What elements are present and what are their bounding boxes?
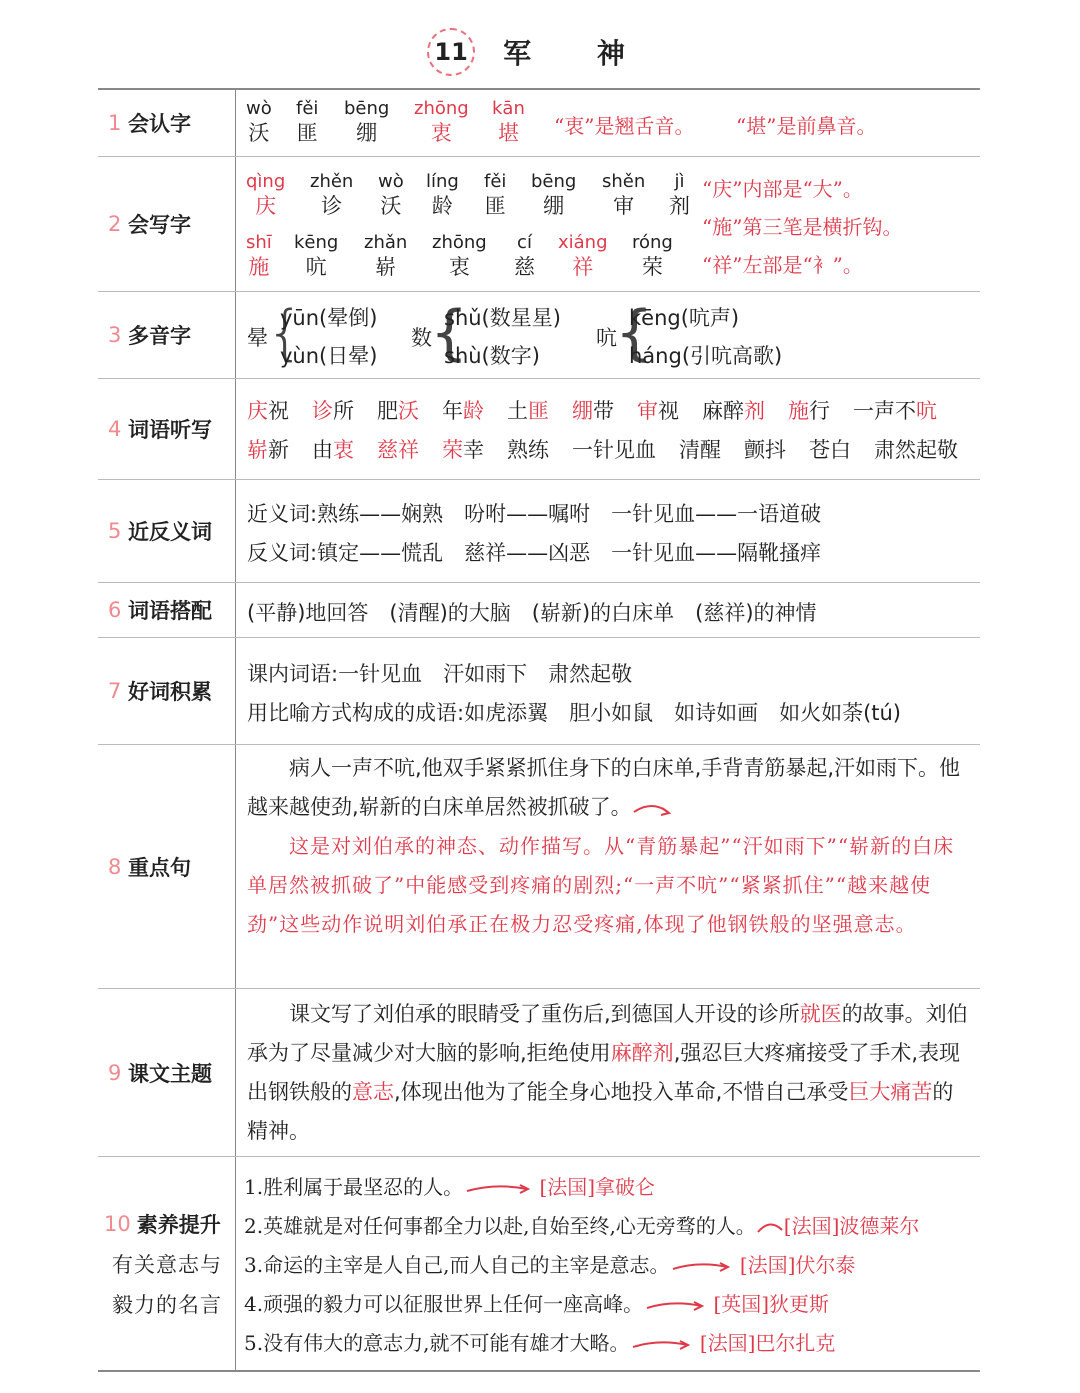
word: 苍白: [809, 438, 851, 462]
note: “施”第三笔是横折钩。: [702, 215, 903, 239]
section-key-sentence: 8 重点句 病人一声不吭,他双手紧紧抓住身下的白床单,手背青筋暴起,汗如雨下。他越来越使劲,崭新的白床单居然被抓破了。 这是对刘伯承的神态、动作描写。从“青筋暴起”“汗如雨下”“崭新的白床单居然被抓破了”中能感受到疼痛的剧烈;“一声不吭”“紧紧抓住”“越来越使劲”这些动作说明刘伯承正在极力忍受疼痛,体现了他钢铁般的坚强意志。: [98, 745, 980, 989]
word: 肥沃: [377, 399, 419, 423]
pinyin-char: wò 沃: [378, 171, 404, 218]
word: 绷带: [572, 399, 614, 423]
section-label: 词语搭配: [128, 599, 212, 623]
pinyin-char: shī 施: [246, 232, 272, 279]
arrow-icon: [632, 798, 672, 818]
lesson-header: [0, 22, 1080, 82]
arrow-icon: [629, 1335, 693, 1355]
word: 麻醉剂: [702, 399, 765, 423]
section-label: 近反义词: [128, 520, 212, 544]
word: 熟练: [507, 438, 549, 462]
word: 崭新: [247, 438, 289, 462]
pinyin-char: shěn 审: [602, 171, 646, 218]
section-theme: 9 课文主题 课文写了刘伯承的眼睛受了重伤后,到德国人开设的诊所就医的故事。刘伯承为了尽量减少对大脑的影响,拒绝使用麻醉剂,强忍巨大疼痛接受了手术,表现出钢铁般的意志,体现出他为了能全身心地投入革命,不惜自己承受巨大痛苦的精神。: [98, 989, 980, 1157]
section-quotes: 10 素养提升 有关意志与 毅力的名言 1.胜利属于最坚忍的人。 [法国]拿破仑 2.英雄就是对任何事都全力以赴,自始至终,心无旁骛的人。 [法国]波德莱尔 3.命运的主宰是人自己,而人自己的主宰是意志。 [法国]伏尔泰 4.顽强的毅力可以征服世界上任何一座高峰。 [英国]狄更斯 5.没有伟大的意志力,就不可能有雄才大略。 [法国]巴尔扎克: [98, 1157, 980, 1372]
pinyin-char: cí 慈: [514, 232, 535, 279]
pinyin-char: fěi 匪: [296, 98, 319, 145]
reading: háng(引吭高歌): [629, 344, 783, 368]
section-collocations: 6 词语搭配 (平静)地回答 (清醒)的大脑 (崭新)的白床单 (慈祥)的神情: [98, 583, 980, 638]
section-label: 会写字: [128, 213, 191, 237]
pinyin-char: kēng 吭: [294, 232, 339, 279]
pinyin-char: zhěn 诊: [310, 171, 354, 218]
note: “祥”左部是“衤”。: [702, 253, 863, 277]
word: 肃然起敬: [874, 438, 958, 462]
section-write-chars: 2 会写字 qìng 庆 zhěn 诊 wò 沃 líng 龄 fěi 匪 bēng 绷 shěn 审 jì 剂 shī 施 kēng 吭 zhǎn 崭 zhōng 衷 cí 慈 xiáng 祥 róng 荣 “庆”内部是“大”。 “施”第三笔是横折钩。 “祥”左部是“衤”。: [98, 157, 980, 292]
arrow-icon: [643, 1296, 707, 1316]
reading: yūn(晕倒): [280, 306, 378, 330]
theme-paragraph: 课文写了刘伯承的眼睛受了重伤后,到德国人开设的诊所就医的故事。刘伯承为了尽量减少对大脑的影响,拒绝使用麻醉剂,强忍巨大疼痛接受了手术,表现出钢铁般的意志,体现出他为了能全身心地投入革命,不惜自己承受巨大痛苦的精神。: [247, 1002, 968, 1143]
pinyin-char: bēng 绷: [344, 98, 390, 145]
polyphone-char: 晕: [247, 326, 268, 350]
pinyin-char: kān 堪: [492, 98, 525, 145]
pinyin-char: fěi 匪: [484, 171, 507, 218]
arrow-icon: [463, 1179, 533, 1199]
pinyin-char: bēng 绷: [531, 171, 577, 218]
word: 荣幸: [442, 438, 484, 462]
section-recognize-chars: 1 会认字 wò 沃 fěi 匪 bēng 绷 zhōng 衷 kān 堪 “衷”是翘舌音。 “堪”是前鼻音。: [98, 90, 980, 157]
section-label: 课文主题: [128, 1061, 212, 1086]
pinyin-char: xiáng 祥: [558, 232, 608, 279]
pinyin-char: zhōng 衷: [432, 232, 487, 279]
pinyin-char: qìng 庆: [246, 171, 286, 218]
pinyin-char: róng 荣: [632, 232, 673, 279]
section-label: 多音字: [128, 324, 191, 348]
study-table: [98, 88, 980, 1372]
pinyin-char: wò 沃: [246, 98, 272, 145]
arrow-icon: [669, 1257, 733, 1277]
word: 颤抖: [744, 438, 786, 462]
word: 清醒: [679, 438, 721, 462]
pinyin-char: zhōng 衷: [414, 98, 469, 145]
reading: shǔ(数星星): [444, 306, 561, 330]
section-label: 会认字: [128, 112, 191, 136]
words-line: 课内词语:一针见血 汗如雨下 肃然起敬: [247, 662, 633, 686]
synonyms-line: 近义词:熟练——娴熟 吩咐——嘱咐 一针见血——一语道破: [247, 502, 822, 526]
quote-line: 5.没有伟大的意志力,就不可能有雄才大略。 [法国]巴尔扎克: [244, 1331, 836, 1355]
quote-author: [法国]巴尔扎克: [699, 1331, 836, 1355]
section-good-words: 7 好词积累 课内词语:一针见血 汗如雨下 肃然起敬 用比喻方式构成的成语:如虎添翼 胆小如鼠 如诗如画 如火如荼(tú): [98, 638, 980, 745]
word: 慈祥: [377, 438, 419, 462]
word: 施行: [788, 399, 830, 423]
arrow-icon: [756, 1218, 784, 1238]
word: 诊所: [312, 399, 354, 423]
quote-line: 2.英雄就是对任何事都全力以赴,自始至终,心无旁骛的人。 [法国]波德莱尔: [244, 1214, 920, 1238]
word: 审视: [637, 399, 679, 423]
quote-line: 1.胜利属于最坚忍的人。 [法国]拿破仑: [244, 1175, 656, 1199]
section-dictation: 4 词语听写 庆祝 诊所 肥沃 年龄 土匪 绷带 审视 麻醉剂 施行 一声不吭 崭新 由衷 慈祥 荣幸 熟练 一针见血 清醒 颤抖 苍白 肃然起敬: [98, 379, 980, 480]
section-label: 素养提升: [136, 1212, 221, 1237]
quote-author: [法国]伏尔泰: [739, 1253, 856, 1277]
word: 一声不吭: [853, 399, 937, 423]
quote-author: [法国]拿破仑: [539, 1175, 656, 1199]
section-label: 词语听写: [128, 418, 212, 442]
word: 土匪: [507, 399, 549, 423]
pinyin-char: líng 龄: [426, 171, 459, 218]
quote-author: [英国]狄更斯: [713, 1292, 830, 1316]
reading: shù(数字): [444, 344, 540, 368]
quote-line: 4.顽强的毅力可以征服世界上任何一座高峰。 [英国]狄更斯: [244, 1292, 830, 1316]
note: “堪”是前鼻音。: [736, 114, 877, 138]
collocation-line: (平静)地回答 (清醒)的大脑 (崭新)的白床单 (慈祥)的神情: [247, 601, 817, 625]
section-label: 重点句: [128, 855, 191, 880]
word: 年龄: [442, 399, 484, 423]
section-polyphones: 3 多音字 晕 { yūn(晕倒) yùn(日晕) 数 { shǔ(数星星) shù(数字) 吭 { kēng(吭声) háng(引吭高歌): [98, 292, 980, 379]
polyphone-char: 数: [411, 326, 432, 350]
pinyin-char: zhǎn 崭: [364, 232, 408, 279]
reading: kēng(吭声): [629, 306, 740, 330]
polyphone-char: 吭: [596, 326, 617, 350]
word: 一针见血: [572, 438, 656, 462]
lesson-title: 军 神: [503, 37, 653, 70]
key-sentence: 病人一声不吭,他双手紧紧抓住身下的白床单,手背青筋暴起,汗如雨下。他越来越使劲,崭新的白床单居然被抓破了。: [247, 756, 961, 819]
section-synonyms-antonyms: 5 近反义词 近义词:熟练——娴熟 吩咐——嘱咐 一针见血——一语道破 反义词:镇定——慌乱 慈祥——凶恶 一针见血——隔靴搔痒: [98, 480, 980, 583]
word: 由衷: [312, 438, 354, 462]
note: “衷”是翘舌音。: [554, 114, 695, 138]
antonyms-line: 反义词:镇定——慌乱 慈祥——凶恶 一针见血——隔靴搔痒: [247, 541, 822, 565]
word: 庆祝: [247, 399, 289, 423]
pinyin-char: jì 剂: [669, 171, 690, 218]
idioms-line: 用比喻方式构成的成语:如虎添翼 胆小如鼠 如诗如画 如火如荼(tú): [247, 701, 902, 725]
reading: yùn(日晕): [280, 344, 378, 368]
quote-author: [法国]波德莱尔: [783, 1214, 920, 1238]
sentence-analysis: 这是对刘伯承的神态、动作描写。从“青筋暴起”“汗如雨下”“崭新的白床单居然被抓破了”中能感受到疼痛的剧烈;“一声不吭”“紧紧抓住”“越来越使劲”这些动作说明刘伯承正在极力忍受疼痛,体现了他钢铁般的坚强意志。: [247, 834, 955, 936]
quote-line: 3.命运的主宰是人自己,而人自己的主宰是意志。 [法国]伏尔泰: [244, 1253, 856, 1277]
section-label: 好词积累: [128, 680, 212, 704]
lesson-number-badge: 11: [427, 28, 475, 76]
note: “庆”内部是“大”。: [702, 177, 863, 201]
